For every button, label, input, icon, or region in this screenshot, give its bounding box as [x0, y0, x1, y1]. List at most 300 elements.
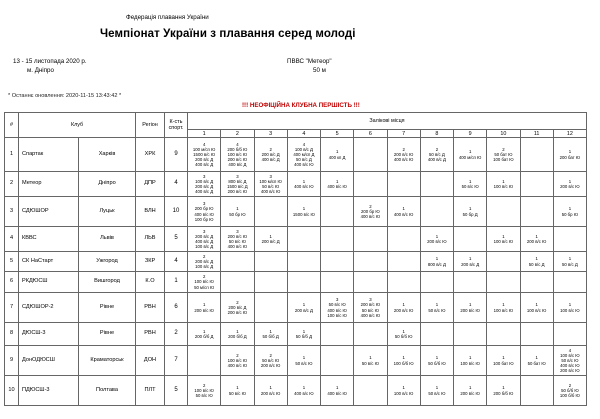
- event-entry: 50 в/с Ю: [361, 307, 379, 313]
- place-cell-7: [387, 346, 420, 376]
- table-row: [5, 376, 587, 406]
- table-row: [5, 323, 587, 346]
- event-entry: 200 бат Ю: [559, 154, 581, 160]
- place-cell-5: [321, 376, 354, 406]
- row-number: 8: [5, 323, 19, 346]
- club-city: Полтава: [79, 376, 136, 406]
- place-cell-7: [387, 293, 420, 323]
- place-cell-6: [354, 293, 387, 323]
- event-entry: 400 в/с Ю: [327, 307, 347, 313]
- event-entry: 100 в/с Ю: [227, 357, 248, 363]
- event-entry: 50 в/с Ю: [361, 360, 379, 366]
- event-entry: 50 в/с Д: [562, 261, 578, 267]
- event-entry: 100 в/с Д: [195, 244, 214, 250]
- place-cell-2: [221, 293, 254, 323]
- event-entry: 50 м/сп Ю: [194, 284, 215, 290]
- place-cell-10: [487, 293, 520, 323]
- event-entry: 200 бр Ю: [361, 208, 380, 214]
- place-cell-10: [487, 252, 520, 272]
- place-cell-10: [487, 197, 520, 227]
- club-region: ВЛН: [136, 197, 165, 227]
- header-count: К-сть спорт.: [165, 113, 188, 138]
- place-cell-8: [420, 272, 453, 293]
- table-row: [5, 272, 587, 293]
- place-cell-10: [487, 138, 520, 172]
- event-entry: 50 бат Ю: [494, 151, 513, 157]
- place-count: 1: [402, 385, 405, 391]
- event-entry: 100 в/с Д: [195, 264, 214, 270]
- row-number: 7: [5, 293, 19, 323]
- club-region: ДПР: [136, 172, 165, 197]
- place-cell-4: [287, 376, 320, 406]
- place-count: 3: [269, 173, 272, 179]
- athlete-count: 6: [165, 293, 188, 323]
- place-cell-3: [254, 197, 287, 227]
- event-entry: 200 в/с Ю: [393, 151, 414, 157]
- event-entry: 400 в/с Ю: [294, 390, 314, 396]
- place-cell-1: [188, 323, 221, 346]
- event-entry: 400 м/сп Ю: [458, 154, 482, 160]
- place-cell-3: [254, 323, 287, 346]
- event-entry: 200 в/с Ю: [227, 157, 248, 163]
- header-place-11: 11: [520, 130, 553, 138]
- place-count: 2: [435, 146, 439, 152]
- header-place-1: 1: [188, 130, 221, 138]
- event-entry: 400 кп Д: [328, 154, 346, 160]
- place-count: 1: [402, 328, 405, 334]
- event-entry: 50 в/с Д: [296, 157, 312, 163]
- event-entry: 400 в/с Ю: [560, 363, 580, 369]
- event-entry: 200 б/б Ю: [493, 390, 514, 396]
- event-entry: 400 в/с Д: [427, 157, 446, 163]
- place-cell-10: [487, 323, 520, 346]
- event-entry: 200 в/с Д: [261, 239, 280, 244]
- club-name: Спартак: [19, 138, 79, 172]
- place-cell-5: [321, 323, 354, 346]
- place-count: 4: [568, 347, 572, 353]
- place-cell-7: [387, 376, 420, 406]
- place-count: 1: [568, 206, 572, 212]
- place-cell-6: [354, 346, 387, 376]
- row-number: 2: [5, 172, 19, 197]
- place-cell-5: [321, 197, 354, 227]
- place-count: 1: [502, 302, 505, 308]
- event-entry: 200 в/с Ю: [227, 189, 248, 195]
- place-cell-10: [487, 376, 520, 406]
- place-count: 2: [202, 274, 206, 280]
- place-cell-5: [321, 227, 354, 252]
- place-cell-8: [420, 376, 453, 406]
- event-entry: 200 в/с Ю: [460, 390, 480, 396]
- place-count: 2: [369, 203, 372, 209]
- event-entry: 50 в/с Ю: [262, 357, 280, 363]
- event-entry: 100 бат Ю: [493, 157, 514, 163]
- header-place-2: 2: [221, 130, 254, 138]
- header-place-9: 9: [454, 130, 487, 138]
- club-name: КВВС: [19, 227, 79, 252]
- club-city: Рівне: [79, 293, 136, 323]
- last-updated: * Останнє оновлення: 2020-11-15 13:43:42 *: [8, 93, 122, 99]
- place-count: 1: [535, 233, 538, 239]
- event-entry: 400 в/с Ю: [260, 189, 281, 195]
- club-city: Вишгород: [79, 272, 136, 293]
- place-cell-3: [254, 293, 287, 323]
- event-entry: 100 в/с Д: [195, 178, 214, 184]
- place-count: 3: [236, 228, 239, 234]
- place-count: 3: [236, 173, 239, 179]
- place-cell-1: [188, 293, 221, 323]
- place-cell-11: [520, 227, 553, 252]
- event-entry: 400 в/с Ю: [294, 184, 314, 189]
- place-count: 1: [535, 302, 538, 308]
- event-entry: 1500 в/с Ю: [292, 211, 315, 217]
- place-count: 1: [435, 233, 439, 239]
- event-entry: 200 в/с Ю: [260, 363, 281, 369]
- event-entry: 200 в/с Ю: [227, 233, 248, 239]
- event-entry: 200 в/с Ю: [393, 307, 414, 313]
- place-count: 1: [302, 385, 306, 391]
- athlete-count: 9: [165, 138, 188, 172]
- athlete-count: 5: [165, 376, 188, 406]
- table-body: [5, 138, 587, 406]
- event-entry: 100 м/сп Ю: [259, 178, 282, 184]
- place-cell-2: [221, 346, 254, 376]
- event-entry: 100 в/с Ю: [493, 184, 514, 189]
- club-name: ДЮСШ-3: [19, 323, 79, 346]
- club-standings-table: [4, 112, 587, 406]
- event-entry: 200 в/с Ю: [227, 310, 248, 316]
- row-number: 4: [5, 227, 19, 252]
- place-cell-5: [321, 252, 354, 272]
- event-entry: 200 в/с Ю: [194, 307, 214, 313]
- club-city: Рівне: [79, 323, 136, 346]
- event-entry: 50 в/с Ю: [328, 302, 346, 308]
- place-cell-12: [553, 346, 586, 376]
- event-entry: 100 в/с Ю: [460, 360, 480, 366]
- athlete-count: 5: [165, 227, 188, 252]
- event-entry: 50 в/с Ю: [561, 357, 579, 363]
- event-entry: 400 в/с Д: [195, 239, 214, 244]
- place-cell-6: [354, 172, 387, 197]
- place-count: 1: [468, 355, 472, 361]
- place-cell-11: [520, 272, 553, 293]
- event-entry: 400 в/с Ю: [360, 312, 381, 318]
- place-cell-6: [354, 197, 387, 227]
- place-count: 1: [302, 206, 306, 212]
- event-entry: 100 м/сп Ю: [192, 146, 216, 152]
- place-cell-4: [287, 272, 320, 293]
- club-name: СДЮШОР-2: [19, 293, 79, 323]
- place-cell-1: [188, 252, 221, 272]
- table-row: [5, 197, 587, 227]
- place-count: 1: [435, 355, 439, 361]
- place-cell-6: [354, 252, 387, 272]
- place-cell-5: [321, 346, 354, 376]
- place-cell-3: [254, 272, 287, 293]
- place-count: 1: [402, 206, 405, 212]
- place-count: 1: [468, 302, 472, 308]
- place-cell-2: [221, 138, 254, 172]
- place-cell-1: [188, 227, 221, 252]
- club-city: Львів: [79, 227, 136, 252]
- event-entry: 800 в/с Д: [427, 261, 446, 267]
- place-count: 1: [435, 256, 439, 262]
- event-entry: 100 б/б Ю: [559, 393, 580, 399]
- place-count: 1: [502, 178, 505, 184]
- place-cell-4: [287, 252, 320, 272]
- place-cell-4: [287, 197, 320, 227]
- place-cell-9: [454, 252, 487, 272]
- club-city: Харків: [79, 138, 136, 172]
- place-count: 2: [236, 299, 239, 305]
- place-cell-9: [454, 376, 487, 406]
- event-entry: 50 бр Ю: [561, 211, 579, 217]
- event-entry: 50 бр Д: [462, 211, 478, 217]
- place-count: 1: [236, 385, 239, 391]
- place-count: 2: [502, 146, 505, 152]
- place-cell-3: [254, 138, 287, 172]
- place-count: 2: [568, 382, 572, 388]
- place-count: 1: [236, 206, 239, 212]
- event-entry: 100 в/с Д: [294, 146, 313, 152]
- club-city: Ужгород: [79, 252, 136, 272]
- event-entry: 50 в/с Д: [429, 151, 445, 157]
- event-entry: 200 б/б Д: [228, 334, 247, 339]
- place-cell-4: [287, 138, 320, 172]
- event-entry: 400 в/с Ю: [227, 363, 248, 369]
- header-num: #: [5, 113, 19, 138]
- place-count: 1: [568, 149, 572, 155]
- place-cell-7: [387, 323, 420, 346]
- place-cell-5: [321, 293, 354, 323]
- place-cell-12: [553, 293, 586, 323]
- event-entry: 100 в/с Ю: [493, 239, 514, 244]
- row-number: 1: [5, 138, 19, 172]
- place-count: 1: [202, 328, 206, 334]
- place-cell-2: [221, 376, 254, 406]
- event-entry: 400 в/с Ю: [393, 157, 414, 163]
- event-entry: 400 в/с Ю: [194, 211, 214, 217]
- place-count: 1: [302, 302, 306, 308]
- event-entry: 200 в/с Ю: [360, 302, 381, 308]
- place-cell-1: [188, 376, 221, 406]
- athlete-count: 4: [165, 252, 188, 272]
- event-entry: 100 бат Ю: [493, 360, 514, 366]
- event-entry: 200 б/б Д: [194, 334, 214, 339]
- row-number: 10: [5, 376, 19, 406]
- table-row: [5, 252, 587, 272]
- place-cell-6: [354, 323, 387, 346]
- event-entry: 400 в/с Ю: [360, 214, 381, 220]
- table-row: [5, 172, 587, 197]
- place-cell-11: [520, 252, 553, 272]
- place-cell-3: [254, 172, 287, 197]
- table-row: [5, 346, 587, 376]
- place-cell-9: [454, 138, 487, 172]
- event-entry: 400 в/с Ю: [227, 244, 248, 250]
- table-row: [5, 293, 587, 323]
- event-entry: 200 в/с Ю: [560, 368, 580, 374]
- event-entry: 50 в/с Ю: [428, 390, 446, 396]
- place-cell-6: [354, 272, 387, 293]
- place-cell-9: [454, 272, 487, 293]
- event-entry: 50 в/с Ю: [228, 390, 246, 396]
- place-cell-1: [188, 197, 221, 227]
- place-count: 3: [202, 201, 206, 207]
- event-entry: 200 в/с Д: [461, 261, 480, 267]
- place-count: 1: [402, 355, 405, 361]
- event-entry: 200 в/с Ю: [427, 239, 447, 244]
- header-place-8: 8: [420, 130, 453, 138]
- header-place-5: 5: [321, 130, 354, 138]
- event-entry: 200 в/с Ю: [526, 239, 547, 244]
- event-entry: 100 б/б Ю: [393, 360, 414, 366]
- place-count: 1: [535, 256, 538, 262]
- place-cell-4: [287, 227, 320, 252]
- place-count: 1: [202, 302, 206, 308]
- row-number: 3: [5, 197, 19, 227]
- event-entry: 100 бр Ю: [194, 216, 214, 222]
- event-entry: 200 в/с Д: [294, 307, 313, 313]
- club-region: РВН: [136, 293, 165, 323]
- place-count: 2: [236, 352, 239, 358]
- table-row: [5, 138, 587, 172]
- place-cell-1: [188, 272, 221, 293]
- place-count: 1: [302, 328, 306, 334]
- event-entry: 200 в/с Д: [195, 184, 214, 189]
- place-cell-6: [354, 227, 387, 252]
- header-place-10: 10: [487, 130, 520, 138]
- event-entry: 100 в/с Ю: [526, 307, 547, 313]
- place-count: 1: [335, 385, 339, 391]
- place-cell-5: [321, 272, 354, 293]
- club-name: СДЮШОР: [19, 197, 79, 227]
- competition-dates: 13 - 15 листопада 2020 р.: [13, 58, 87, 65]
- event-entry: 200 в/с Д: [195, 258, 214, 264]
- club-name: Метеор: [19, 172, 79, 197]
- event-entry: 50 б/б Ю: [394, 334, 413, 339]
- place-cell-4: [287, 172, 320, 197]
- header-places: Залікові місця: [188, 113, 587, 130]
- place-cell-4: [287, 293, 320, 323]
- club-region: ХРК: [136, 138, 165, 172]
- place-count: 3: [202, 228, 206, 234]
- place-cell-12: [553, 227, 586, 252]
- event-entry: 200 б/б Ю: [227, 146, 248, 152]
- place-count: 4: [302, 141, 306, 147]
- place-cell-4: [287, 346, 320, 376]
- event-entry: 100 в/с Ю: [560, 352, 580, 358]
- athlete-count: 10: [165, 197, 188, 227]
- event-entry: 50 в/с Ю: [228, 239, 246, 244]
- place-cell-8: [420, 252, 453, 272]
- event-entry: 400 в/с Д: [195, 189, 214, 195]
- place-cell-12: [553, 252, 586, 272]
- event-entry: 50 в/с Ю: [295, 360, 313, 366]
- place-cell-12: [553, 138, 586, 172]
- place-count: 2: [402, 146, 405, 152]
- place-count: 1: [468, 256, 472, 262]
- unofficial-notice: !!! НЕОФІЦІЙНА КЛУБНА ПЕРШІСТЬ !!!: [242, 102, 360, 109]
- place-cell-2: [221, 272, 254, 293]
- event-entry: 400 в/с Ю: [327, 184, 347, 189]
- place-cell-2: [221, 252, 254, 272]
- club-region: РВН: [136, 323, 165, 346]
- row-number: 9: [5, 346, 19, 376]
- competition-venue: ПВВС "Метеор": [287, 58, 332, 65]
- place-count: 1: [236, 328, 239, 334]
- place-cell-12: [553, 323, 586, 346]
- table-header-row: [5, 113, 587, 130]
- place-cell-7: [387, 197, 420, 227]
- place-count: 1: [502, 355, 505, 361]
- event-entry: 400 в/с Ю: [327, 390, 347, 396]
- place-count: 2: [202, 382, 206, 388]
- place-cell-2: [221, 197, 254, 227]
- place-cell-8: [420, 227, 453, 252]
- place-count: 3: [335, 297, 339, 303]
- event-entry: 400 в/с Д: [195, 162, 214, 168]
- place-cell-4: [287, 323, 320, 346]
- place-cell-10: [487, 227, 520, 252]
- event-entry: 200 в/с Д: [195, 157, 214, 163]
- place-cell-10: [487, 272, 520, 293]
- event-entry: 50 в/с Ю: [262, 184, 280, 189]
- athlete-count: 4: [165, 172, 188, 197]
- row-number: 6: [5, 272, 19, 293]
- place-count: 2: [202, 253, 206, 259]
- place-count: 4: [202, 141, 206, 147]
- event-entry: 50 б/б Ю: [561, 387, 579, 393]
- place-cell-6: [354, 376, 387, 406]
- place-count: 1: [468, 385, 472, 391]
- event-entry: 200 бр Ю: [194, 206, 214, 212]
- event-entry: 100 в/с Ю: [393, 390, 414, 396]
- event-entry: 1500 в/с Д: [227, 184, 248, 189]
- place-count: 1: [269, 328, 272, 334]
- place-cell-10: [487, 172, 520, 197]
- place-count: 1: [269, 385, 272, 391]
- event-entry: 800 в/с Д: [228, 178, 247, 184]
- federation-name: Федерація плавання України: [126, 14, 209, 21]
- place-cell-8: [420, 197, 453, 227]
- place-count: 1: [535, 355, 538, 361]
- athlete-count: 2: [165, 323, 188, 346]
- place-cell-7: [387, 172, 420, 197]
- place-count: 2: [269, 352, 272, 358]
- place-cell-6: [354, 138, 387, 172]
- event-entry: 200 в/с Д: [195, 233, 214, 239]
- event-entry: 50 в/с Ю: [461, 184, 479, 189]
- place-cell-8: [420, 323, 453, 346]
- competition-city: м. Дніпро: [27, 67, 54, 74]
- club-name: ДонОДЮСШ: [19, 346, 79, 376]
- place-cell-3: [254, 227, 287, 252]
- club-name: РКДЮСШ: [19, 272, 79, 293]
- athlete-count: 7: [165, 346, 188, 376]
- place-cell-11: [520, 293, 553, 323]
- header-place-6: 6: [354, 130, 387, 138]
- place-cell-11: [520, 323, 553, 346]
- place-count: 4: [236, 141, 239, 147]
- club-region: К.О: [136, 272, 165, 293]
- club-name: ПДЮСШ-3: [19, 376, 79, 406]
- place-cell-2: [221, 172, 254, 197]
- row-number: 5: [5, 252, 19, 272]
- place-count: 1: [269, 233, 272, 239]
- place-count: 1: [435, 302, 439, 308]
- place-count: 1: [302, 178, 306, 184]
